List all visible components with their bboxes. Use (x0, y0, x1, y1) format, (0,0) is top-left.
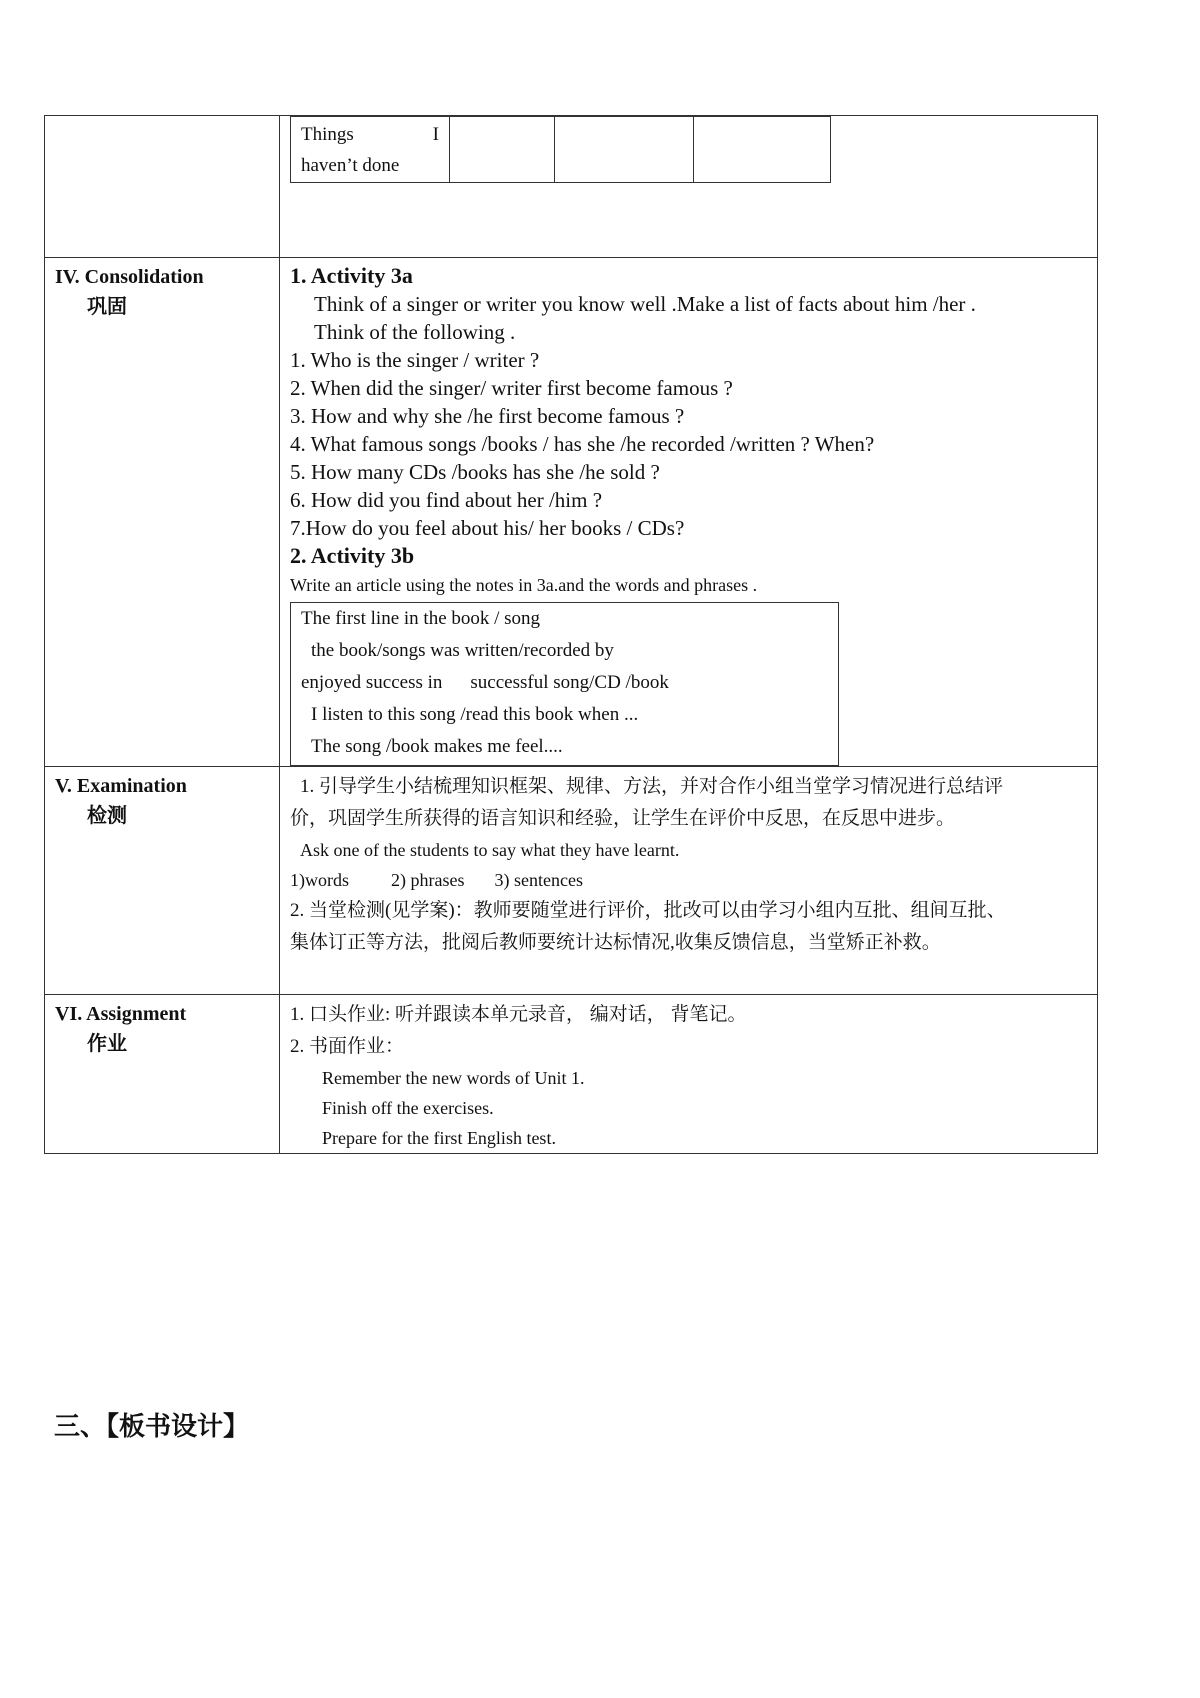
question-item: 1. Who is the singer / writer ? (290, 348, 540, 372)
section-title: IV. Consolidation (55, 266, 204, 288)
row-consolidation (45, 258, 1098, 767)
section-title-cn: 作业 (87, 1033, 127, 1055)
examination-content: 1. 引导学生小结梳理知识框架、规律、方法，并对合作小组当堂学习情况进行总结评 价，巩固学生所获得的语言知识和经验，让学生在评价中反思，在反思中进步。 Ask one of the students to say what they have learnt. 1)words 2) phrases 3) sentences 2. 当堂检测(见学案)：教师要随堂进行评价，批改可以由学习小组内互批、组间互批、 集体订正等方法，批阅后教师要统计达标情况,收集反馈信息，当堂矫正补救。 (280, 767, 1098, 995)
empty-label-cell (45, 116, 280, 258)
examination-label (45, 767, 280, 995)
section-title: V. Examination (55, 775, 187, 797)
activity-3b-intro: Write an article using the notes in 3a.and the words and phrases . (290, 575, 758, 595)
assignment-content: 1. 口头作业: 听并跟读本单元录音， 编对话， 背笔记。 2. 书面作业： Remember the new words of Unit 1. Finish off the exercises. Prepare for the first English test. (280, 995, 1098, 1154)
question-item: 2. When did the singer/ writer first become famous ? (290, 376, 733, 400)
row-examination (45, 767, 1098, 995)
things-empty-cell (694, 117, 831, 183)
things-label-cell: Things I haven’t done (291, 117, 450, 183)
question-item: 5. How many CDs /books has she /he sold ? (290, 460, 660, 484)
activity-3a-intro2: Think of the following . (314, 320, 516, 344)
consolidation-label (45, 258, 280, 767)
things-empty-cell (450, 117, 555, 183)
question-item: 7.How do you feel about his/ her books / CDs? (290, 516, 685, 540)
consolidation-content (280, 258, 1098, 767)
lesson-plan-table (44, 115, 1098, 1154)
row-things (45, 116, 1098, 258)
assignment-label (45, 995, 280, 1154)
section-title-cn: 检测 (87, 805, 127, 827)
section-title: VI. Assignment (55, 1003, 187, 1025)
activity-3a-intro: Think of a singer or writer you know well .Make a list of facts about him /her . (314, 292, 976, 316)
activity-3b-title: 2. Activity 3b (290, 543, 415, 568)
things-cell (280, 116, 1098, 258)
question-item: 4. What famous songs /books / has she /he recorded /written ? When? (290, 432, 875, 456)
section-title-cn: 巩固 (87, 296, 127, 318)
things-empty-cell (555, 117, 694, 183)
board-design-heading: 三、【板书设计】 (54, 1412, 250, 1442)
question-item: 6. How did you find about her /him ? (290, 488, 603, 512)
phrases-box: The first line in the book / song the book/songs was written/recorded by enjoyed success in successful song/CD /book I listen to this song /read this book when ... The song /book makes me feel.... (290, 602, 839, 766)
activity-3a-title: 1. Activity 3a (290, 263, 413, 288)
row-assignment (45, 995, 1098, 1154)
question-item: 3. How and why she /he first become famous ? (290, 404, 685, 428)
things-table (290, 116, 831, 183)
